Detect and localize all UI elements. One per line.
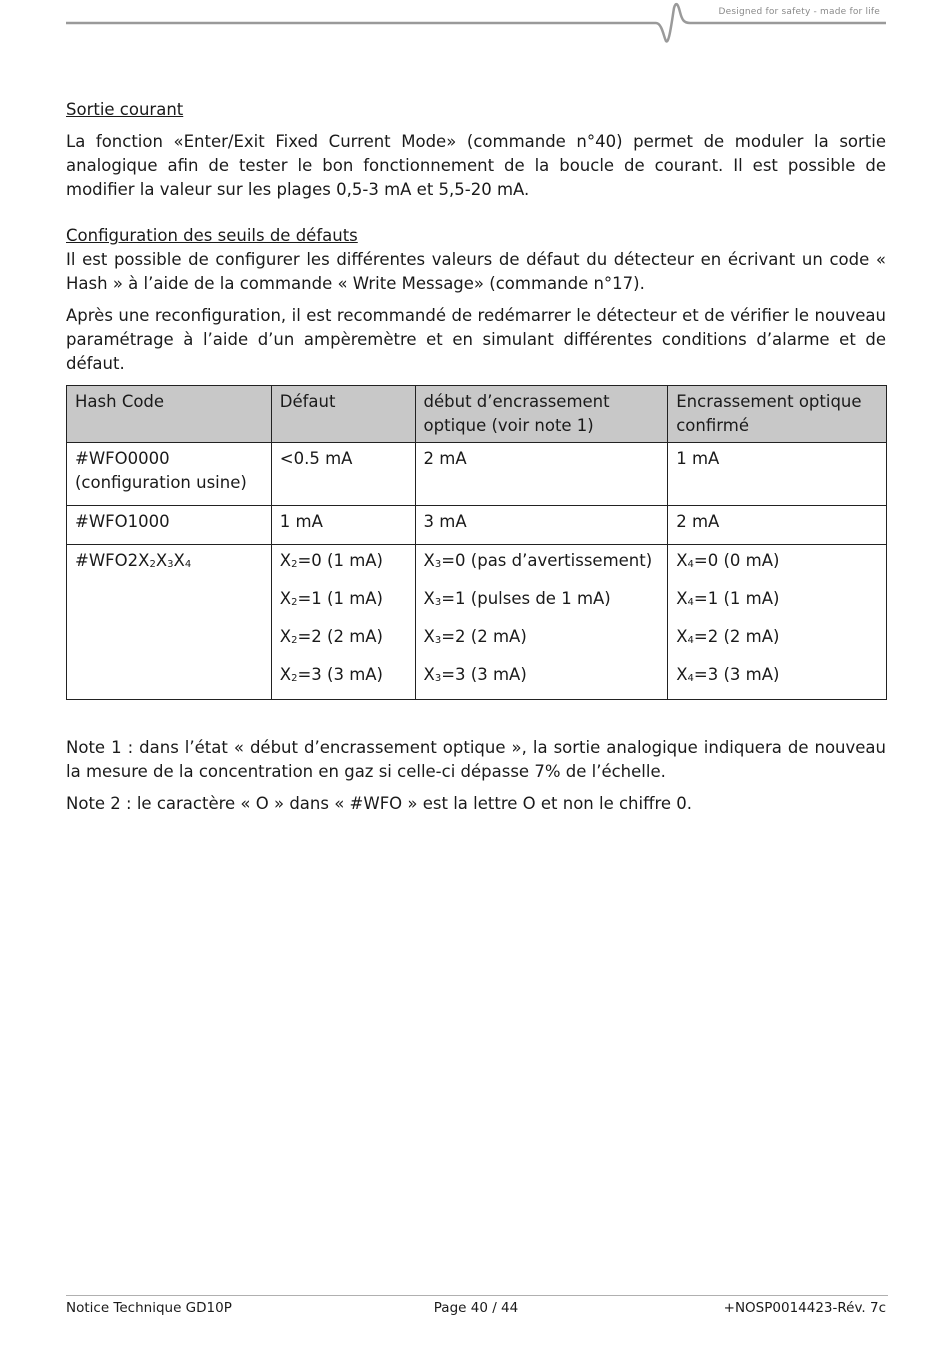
code-prefix: #WFO2: [75, 551, 139, 570]
table-header-hash-code: Hash Code: [67, 386, 272, 443]
x-letter: X: [138, 551, 150, 570]
option-line: $X_3=3$ (3 mA): [423, 665, 527, 684]
table-row: [67, 506, 887, 545]
option-line: $X_2=3$ (3 mA): [279, 665, 383, 684]
option-line: $X_4=3$ (3 mA): [676, 665, 780, 684]
table-cell-confirme: 2 mA: [668, 506, 887, 545]
table-cell-debut: 2 mA: [415, 443, 668, 506]
option-line: $X_2=2$ (2 mA): [279, 627, 383, 646]
option-line: $X_4=1$ (1 mA): [676, 589, 780, 608]
table-cell-debut-options: [415, 545, 668, 700]
table-row: [67, 443, 887, 506]
table-cell-confirme-options: [668, 545, 887, 700]
option-line: $X_3=0$ (pas d’avertissement): [423, 551, 653, 570]
table-cell-defaut: 1 mA: [271, 506, 415, 545]
table-row: [67, 545, 887, 700]
footer-page-number: Page 40 / 44: [433, 1300, 519, 1316]
subscript: 3: [167, 559, 174, 570]
footer-reference: +NOSP0014423-Rév. 7c: [723, 1300, 886, 1316]
option-line: $X_3=2$ (2 mA): [423, 627, 527, 646]
table-header-defaut: Défaut: [271, 386, 415, 443]
footer-divider: [66, 1295, 888, 1296]
table-cell-defaut-options: [271, 545, 415, 700]
option-line: $X_4=0$ (0 mA): [676, 551, 780, 570]
hash-code-table: [66, 385, 887, 700]
footer-document-title: Notice Technique GD10P: [66, 1300, 232, 1316]
paragraph-configuration-hash: Il est possible de configurer les différentes valeurs de défaut du détecteur en écrivant un code « Hash » à l’aide de la commande « Write Message» (commande n°17).: [66, 250, 886, 293]
table-cell-confirme: 1 mA: [668, 443, 887, 506]
option-line: $X_4=2$ (2 mA): [676, 627, 780, 646]
code-value: #WFO0000: [75, 449, 170, 468]
header-tagline: Designed for safety - made for life: [718, 7, 880, 17]
table-header-encrassement-confirme: Encrassement optique confirmé: [668, 386, 887, 443]
table-cell-code: [67, 545, 272, 700]
note-1: Note 1 : dans l’état « début d’encrassement optique », la sortie analogique indiquera de nouveau la mesure de la concentration en gaz si celle-ci dépasse 7% de l’échelle.: [66, 738, 886, 781]
option-line: $X_2=0$ (1 mA): [279, 551, 383, 570]
page-content: [66, 98, 886, 816]
table-header-debut-encrassement: début d’encrassement optique (voir note 1): [415, 386, 668, 443]
table-cell-code: #WFO1000: [67, 506, 272, 545]
table-header-row: [67, 386, 887, 443]
section-heading-configuration: Configuration des seuils de défauts: [66, 226, 358, 245]
table-cell-defaut: <0.5 mA: [271, 443, 415, 506]
paragraph-reconfiguration: Après une reconfiguration, il est recommandé de redémarrer le détecteur et de vérifier le nouveau paramétrage à l’aide d’un ampèremètre et en simulant différentes conditions d’alarme et de défaut.: [66, 306, 886, 373]
table-cell-code: [67, 443, 272, 506]
subscript: 2: [149, 559, 156, 570]
code-note: (configuration usine): [75, 473, 247, 492]
paragraph-sortie-courant: La fonction «Enter/Exit Fixed Current Mode» (commande n°40) permet de moduler la sortie analogique afin de tester le bon fonctionnement de la boucle de courant. Il est possible de modifier la valeur sur les plages 0,5-3 mA et 5,5-20 mA.: [66, 132, 886, 199]
subscript: 4: [184, 559, 192, 570]
x-letter: X: [173, 551, 185, 570]
section-heading-sortie-courant: Sortie courant: [66, 100, 184, 119]
table-cell-debut: 3 mA: [415, 506, 668, 545]
x-letter: X: [155, 551, 168, 570]
option-line: $X_2=1$ (1 mA): [279, 589, 383, 608]
notes-section: [66, 736, 886, 816]
option-line: $X_3=1$ (pulses de 1 mA): [423, 589, 611, 608]
note-2: Note 2 : le caractère « O » dans « #WFO » est la lettre O et non le chiffre 0.: [66, 794, 693, 813]
